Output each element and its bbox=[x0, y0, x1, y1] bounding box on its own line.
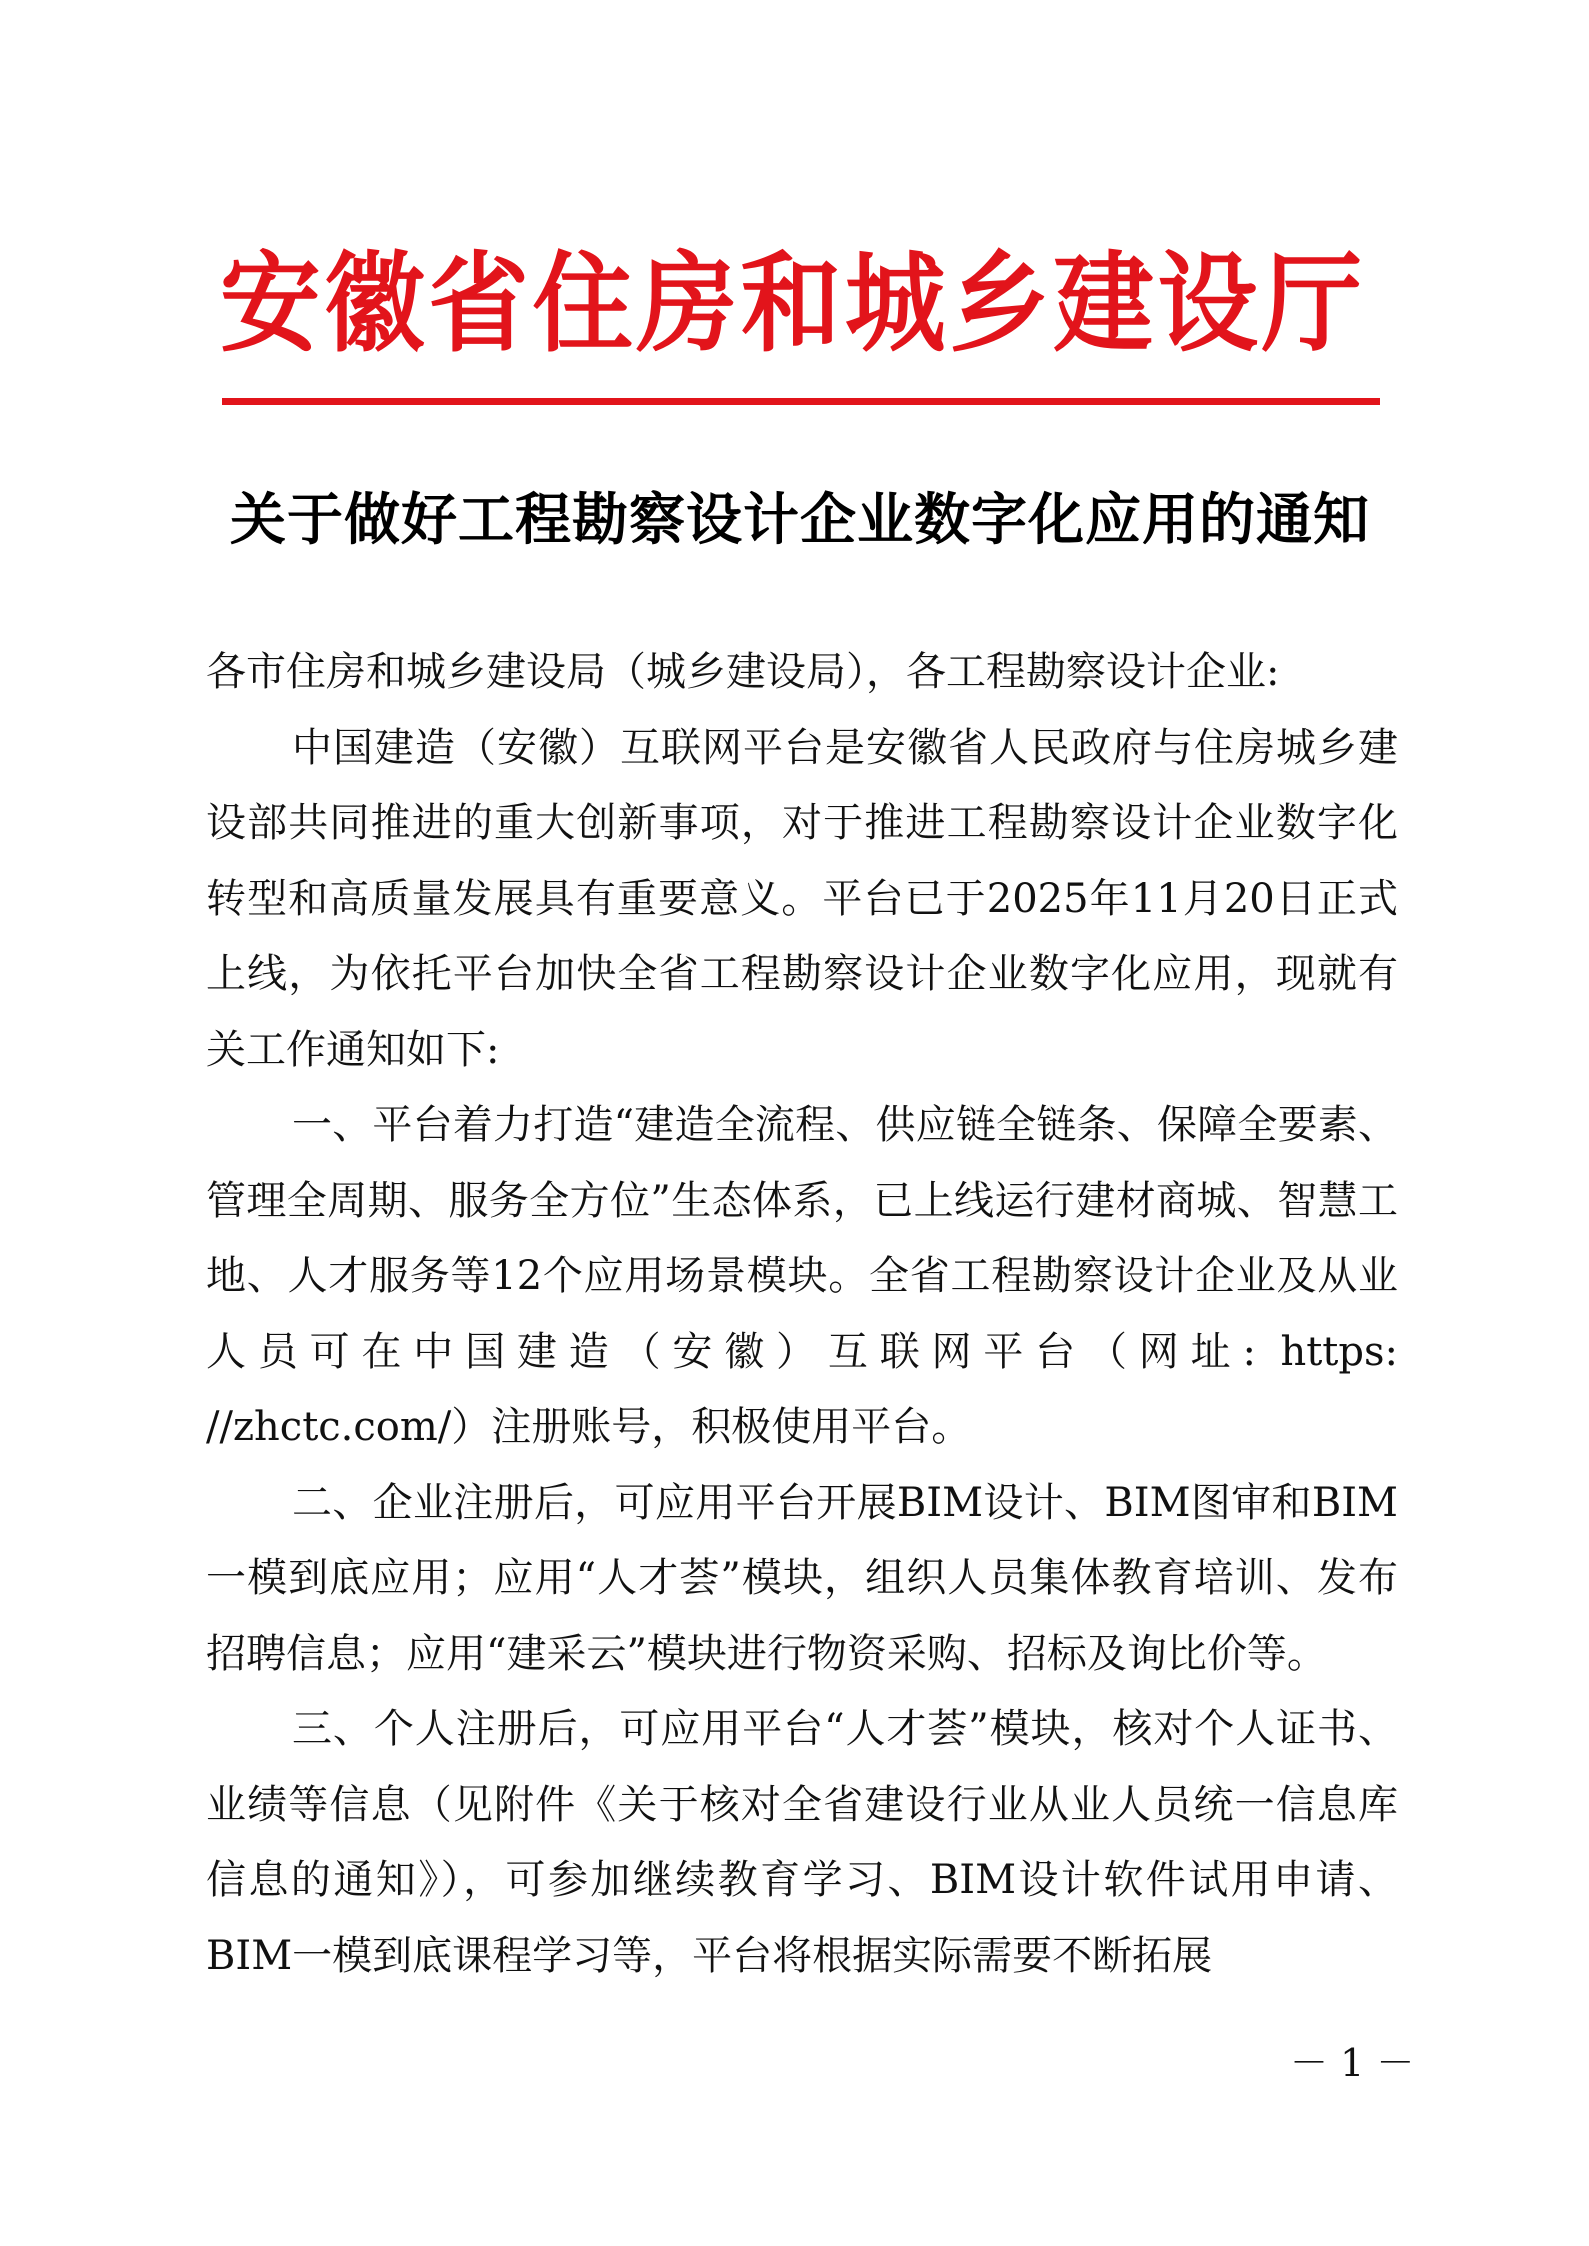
document-title: 关于做好工程勘察设计企业数字化应用的通知 bbox=[230, 487, 1370, 553]
paragraph-intro: 中国建造（安徽）互联网平台是安徽省人民政府与住房城乡建设部共同推进的重大创新事项，对于推进工程勘察设计企业数字化转型和高质量发展具有重要意义。平台已于2025年11月20日正式上线，为依托平台加快全省工程勘察设计企业数字化应用，现就有关工作通知如下: bbox=[206, 724, 1398, 1073]
issuing-organization-header: 安徽省住房和城乡建设厅 bbox=[220, 242, 1366, 367]
paragraph-item-1: 一、平台着力打造“建造全流程、供应链全链条、保障全要素、管理全周期、服务全方位”生态体系，已上线运行建材商城、智慧工地、人才服务等12个应用场景模块。全省工程勘察设计企业及从业人员可在中国建造（安徽）互联网平台（网址: https: //zhctc.com/）注册账号，积极使用平台。 bbox=[206, 1102, 1398, 1450]
document-body bbox=[206, 635, 1398, 1994]
paragraph-item-2: 二、企业注册后，可应用平台开展BIM设计、BIM图审和BIM一模到底应用；应用“人才荟”模块，组织人员集体教育培训、发布招聘信息；应用“建采云”模块进行物资采购、招标及询比价等。 bbox=[206, 1479, 1398, 1677]
salutation: 各市住房和城乡建设局（城乡建设局），各工程勘察设计企业: bbox=[206, 649, 1280, 695]
red-header-rule bbox=[222, 398, 1380, 405]
page-number: － 1 － bbox=[1290, 2041, 1415, 2085]
paragraph-item-3: 三、个人注册后，可应用平台“人才荟”模块，核对个人证书、业绩等信息（见附件《关于核对全省建设行业从业人员统一信息库信息的通知》），可参加继续教育学习、BIM设计软件试用申请、BIM一模到底课程学习等，平台将根据实际需要不断拓展 bbox=[206, 1706, 1398, 1979]
